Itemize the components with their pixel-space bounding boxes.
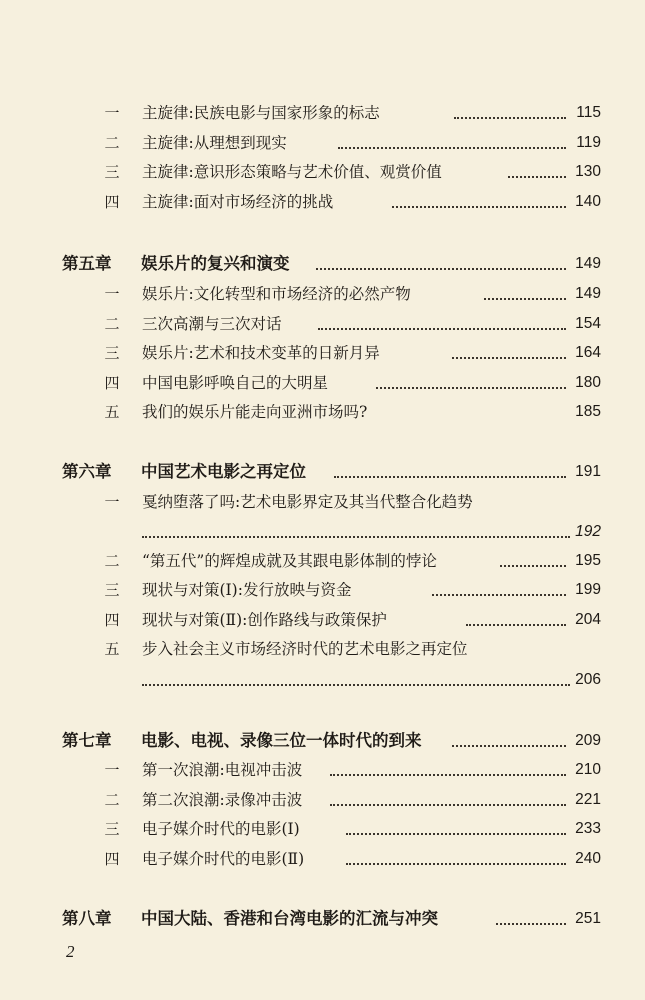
section-title: 戛纳堕落了吗:艺术电影界定及其当代整合化趋势 xyxy=(142,493,473,511)
toc-entry[interactable] xyxy=(0,369,645,397)
page-number: 251 xyxy=(575,910,601,927)
dot-leader xyxy=(466,622,566,626)
toc-chapter[interactable] xyxy=(0,905,645,933)
section-number: 三 xyxy=(104,163,120,181)
section-number: 二 xyxy=(104,134,120,152)
dot-leader xyxy=(432,592,566,596)
page-number: 191 xyxy=(575,463,601,480)
section-title: 步入社会主义市场经济时代的艺术电影之再定位 xyxy=(142,640,468,658)
page-number: 209 xyxy=(575,732,601,749)
toc-entry[interactable] xyxy=(0,547,645,575)
section-title: 主旋律:民族电影与国家形象的标志 xyxy=(142,104,380,122)
toc-entry[interactable] xyxy=(0,756,645,784)
page-number: 195 xyxy=(575,552,601,569)
section-number: 四 xyxy=(104,193,120,211)
section-title: 第一次浪潮:电视冲击波 xyxy=(142,761,303,779)
section-number: 三 xyxy=(104,344,120,362)
section-number: 五 xyxy=(104,640,120,658)
page-number: 140 xyxy=(575,193,601,210)
dot-leader xyxy=(454,115,566,119)
dot-leader xyxy=(496,921,566,925)
section-number: 二 xyxy=(104,791,120,809)
section-title: “第五代”的辉煌成就及其跟电影体制的悖论 xyxy=(142,552,437,570)
page-number: 115 xyxy=(576,104,601,121)
toc-entry[interactable] xyxy=(0,786,645,814)
page-number: 185 xyxy=(575,403,601,420)
dot-leader xyxy=(484,296,566,300)
section-title: 现状与对策(Ⅰ):发行放映与资金 xyxy=(142,581,352,599)
chapter-label: 第五章 xyxy=(62,254,112,273)
chapter-label: 第八章 xyxy=(62,909,112,928)
dot-leader xyxy=(318,326,566,330)
dot-leader xyxy=(392,204,566,208)
toc-chapter[interactable] xyxy=(0,458,645,486)
page-number: 180 xyxy=(575,374,601,391)
section-title: 娱乐片:艺术和技术变革的日新月异 xyxy=(142,344,380,362)
section-title: 中国电影呼唤自己的大明星 xyxy=(142,374,329,392)
chapter-title: 娱乐片的复兴和演变 xyxy=(141,254,290,273)
section-title: 电子媒介时代的电影(Ⅱ) xyxy=(142,850,305,868)
section-title: 主旋律:从理想到现实 xyxy=(142,134,287,152)
page-number: 192 xyxy=(575,523,601,540)
section-title: 主旋律:面对市场经济的挑战 xyxy=(142,193,334,211)
section-number: 四 xyxy=(104,611,120,629)
page-number: 210 xyxy=(575,761,601,778)
toc-chapter[interactable] xyxy=(0,727,645,755)
dot-leader xyxy=(452,743,566,747)
dot-leader xyxy=(334,474,566,478)
chapter-title: 中国大陆、香港和台湾电影的汇流与冲突 xyxy=(141,909,438,928)
section-number: 一 xyxy=(104,104,120,122)
toc-entry-continuation xyxy=(0,518,645,546)
section-title: 主旋律:意识形态策略与艺术价值、观赏价值 xyxy=(142,163,442,181)
toc-entry[interactable] xyxy=(0,280,645,308)
section-number: 五 xyxy=(104,403,120,421)
dot-leader xyxy=(330,772,566,776)
page-number: 199 xyxy=(575,581,601,598)
dot-leader xyxy=(338,145,566,149)
toc-entry[interactable] xyxy=(0,99,645,127)
dot-leader xyxy=(346,861,566,865)
section-number: 三 xyxy=(104,581,120,599)
page-number: 240 xyxy=(575,850,601,867)
section-number: 三 xyxy=(104,820,120,838)
section-title: 第二次浪潮:录像冲击波 xyxy=(142,791,303,809)
chapter-title: 电影、电视、录像三位一体时代的到来 xyxy=(141,731,422,750)
toc-entry[interactable] xyxy=(0,815,645,843)
dot-leader xyxy=(316,266,566,270)
section-number: 四 xyxy=(104,850,120,868)
dot-leader xyxy=(508,174,566,178)
section-title: 现状与对策(Ⅱ):创作路线与政策保护 xyxy=(142,611,387,629)
page-number: 149 xyxy=(575,285,601,302)
toc-entry[interactable] xyxy=(0,845,645,873)
dot-leader xyxy=(142,682,570,686)
toc-entry[interactable] xyxy=(0,339,645,367)
toc-entry[interactable] xyxy=(0,635,645,663)
section-title: 娱乐片:文化转型和市场经济的必然产物 xyxy=(142,285,411,303)
chapter-title: 中国艺术电影之再定位 xyxy=(141,462,306,481)
toc-chapter[interactable] xyxy=(0,250,645,278)
page-number: 149 xyxy=(575,255,601,272)
section-title: 三次高潮与三次对话 xyxy=(142,315,282,333)
toc-entry[interactable] xyxy=(0,398,645,426)
page-number: 206 xyxy=(575,671,601,688)
dot-leader xyxy=(376,385,566,389)
toc-entry[interactable] xyxy=(0,606,645,634)
page-number: 204 xyxy=(575,611,601,628)
section-number: 一 xyxy=(104,493,120,511)
dot-leader xyxy=(346,831,566,835)
chapter-label: 第七章 xyxy=(62,731,112,750)
page-number: 164 xyxy=(575,344,601,361)
dot-leader xyxy=(452,355,566,359)
section-number: 一 xyxy=(104,285,120,303)
footer-page-number: 2 xyxy=(66,942,75,961)
dot-leader xyxy=(330,802,566,806)
chapter-label: 第六章 xyxy=(62,462,112,481)
page-number: 154 xyxy=(575,315,601,332)
dot-leader xyxy=(500,563,566,567)
toc-entry[interactable] xyxy=(0,188,645,216)
section-title: 电子媒介时代的电影(Ⅰ) xyxy=(142,820,300,838)
section-number: 一 xyxy=(104,761,120,779)
toc-entry-continuation xyxy=(0,666,645,694)
section-number: 四 xyxy=(104,374,120,392)
toc-entry[interactable] xyxy=(0,129,645,157)
section-title: 我们的娱乐片能走向亚洲市场吗? xyxy=(142,403,368,421)
section-number: 二 xyxy=(104,315,120,333)
page-number: 233 xyxy=(575,820,601,837)
toc-entry[interactable] xyxy=(0,310,645,338)
toc-entry[interactable] xyxy=(0,158,645,186)
toc-entry[interactable] xyxy=(0,576,645,604)
page-number: 119 xyxy=(576,134,601,151)
page-number: 130 xyxy=(575,163,601,180)
toc-entry[interactable] xyxy=(0,488,645,516)
dot-leader xyxy=(142,534,570,538)
page-number: 221 xyxy=(575,791,601,808)
section-number: 二 xyxy=(104,552,120,570)
